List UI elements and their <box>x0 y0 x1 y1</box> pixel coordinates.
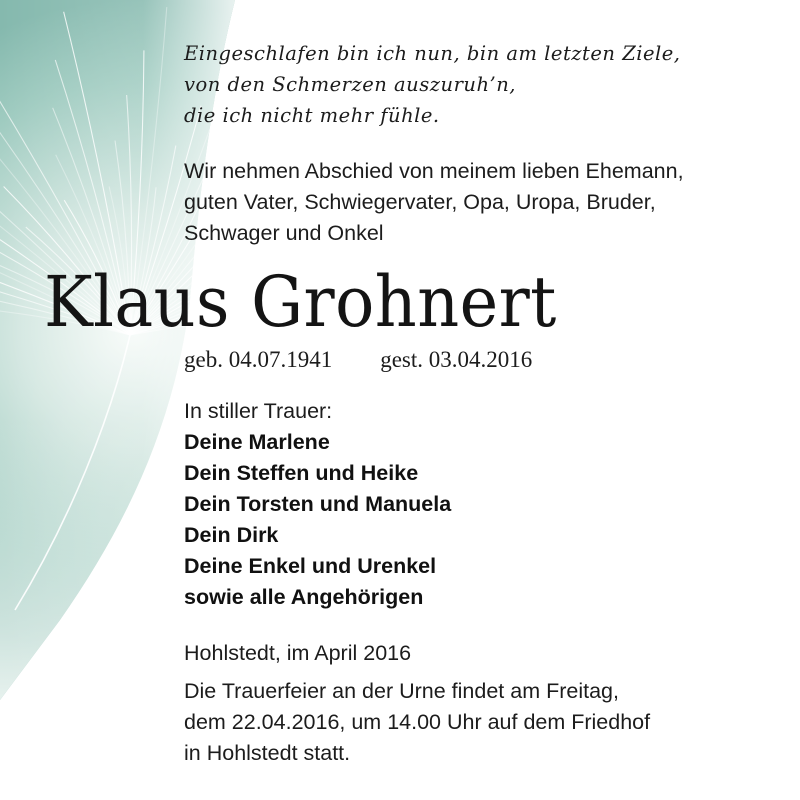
birth-date: geb. 04.07.1941 <box>184 347 333 372</box>
place-and-date: Hohlstedt, im April 2016 <box>184 641 412 665</box>
mourners-intro: In stiller Trauer: <box>184 399 333 423</box>
poem-line: die ich nicht mehr fühle. <box>184 104 440 127</box>
mourner-name: Dein Steffen und Heike <box>184 461 419 485</box>
mourner-name: sowie alle Angehörigen <box>184 585 424 609</box>
mourner-name: Dein Torsten und Manuela <box>184 492 452 516</box>
deceased-name: Klaus Grohnert <box>44 261 557 343</box>
poem-verse <box>184 38 681 131</box>
farewell-line: guten Vater, Schwiegervater, Opa, Uropa, Bruder, <box>184 190 656 214</box>
farewell-text <box>184 156 684 249</box>
death-date: gest. 03.04.2016 <box>380 347 533 372</box>
mourners-list <box>184 396 451 613</box>
poem-line: von den Schmerzen auszuruh’n, <box>184 73 516 96</box>
farewell-line: Wir nehmen Abschied von meinem lieben Ehemann, <box>184 159 684 183</box>
mourner-name: Deine Enkel und Urenkel <box>184 554 437 578</box>
ceremony-line: dem 22.04.2016, um 14.00 Uhr auf dem Friedhof <box>184 710 651 734</box>
poem-line: Eingeschlafen bin ich nun, bin am letzten Ziele, <box>184 42 681 65</box>
mourner-name: Deine Marlene <box>184 430 330 454</box>
ceremony-line: Die Trauerfeier an der Urne findet am Freitag, <box>184 679 619 703</box>
ceremony-line: in Hohlstedt statt. <box>184 741 351 765</box>
funeral-ceremony-info <box>184 676 650 769</box>
mourner-name: Dein Dirk <box>184 523 279 547</box>
farewell-line: Schwager und Onkel <box>184 221 384 245</box>
life-dates <box>184 344 532 376</box>
